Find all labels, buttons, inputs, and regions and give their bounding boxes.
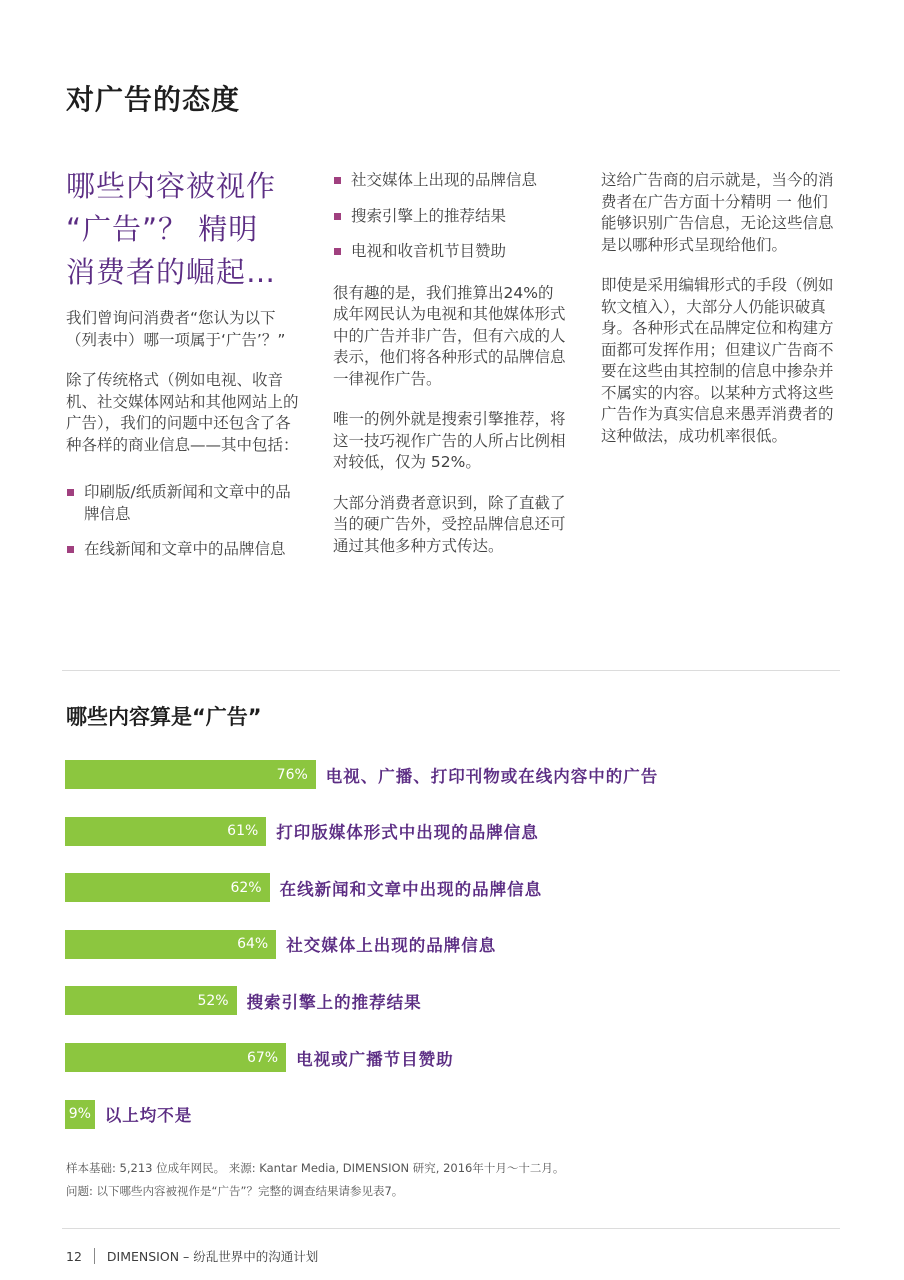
bar-value-label: 67%	[246, 1049, 279, 1066]
question-note: 问题: 以下哪些内容被视作是“广告”？完整的调查结果请参见表7。	[66, 1184, 404, 1198]
paragraph: 这给广告商的启示就是，当今的消费者在广告方面十分精明 一 他们能够识别广告信息，无论这些信息是以哪种形式呈现给他们。	[601, 171, 834, 254]
bar	[65, 930, 276, 959]
bar-value-label: 9%	[68, 1106, 91, 1123]
bar-row	[65, 930, 496, 959]
paragraph: 大部分消费者意识到，除了直截了当的硬广告外，受控品牌信息还可通过其他多种方式传达。	[333, 493, 566, 555]
headline-line: 消费者的崛起…	[66, 255, 277, 289]
bar-value-label: 61%	[227, 823, 259, 840]
section-divider	[62, 670, 840, 671]
list-item	[66, 539, 306, 561]
bar	[65, 760, 316, 789]
bullet-square-icon	[67, 489, 74, 496]
list-item-text: 社交媒体上出现的品牌信息	[351, 171, 538, 189]
footer-text: DIMENSION – 纷乱世界中的沟通计划	[106, 1249, 319, 1264]
list-item-text: 搜索引擎上的推荐结果	[351, 206, 507, 225]
paragraph: 我们曾询问消费者“您认为以下（列表中）哪一项属于‘广告’？”	[66, 309, 286, 349]
section-headline	[66, 165, 306, 294]
page-footer	[66, 1247, 318, 1265]
sample-note: 样本基础: 5,213 位成年网民。 来源: Kantar Media, DIMENSION 研究, 2016年十月～十二月。	[66, 1161, 565, 1175]
footer-separator	[94, 1248, 95, 1264]
bullet-square-icon	[334, 213, 341, 220]
bar-row	[65, 873, 542, 902]
bullet-square-icon	[67, 546, 74, 553]
bar-category-label: 在线新闻和文章中出现的品牌信息	[279, 879, 543, 899]
headline-line: “广告”？ 精明	[66, 212, 259, 246]
bar-value-label: 64%	[237, 936, 269, 953]
bar-category-label: 打印版媒体形式中出现的品牌信息	[276, 823, 539, 843]
paragraph: 除了传统格式（例如电视、收音机、社交媒体网站和其他网站上的广告），我们的问题中还包含了各种各样的商业信息——其中包括：	[66, 371, 299, 454]
list-item	[333, 206, 568, 228]
paragraph: 即使是采用编辑形式的手段（例如软文植入），大部分人仍能识破真身。各种形式在品牌定位和构建方面都可发挥作用；但建议广告商不要在这些由其控制的信息中掺杂并不属实的内容。以某种方式将这些广告作为真实信息来愚弄消费者的这种做法，成功机率很低。	[601, 276, 834, 445]
page-title: 对广告的态度	[66, 83, 241, 116]
bar-category-label: 电视、广播、打印刊物或在线内容中的广告	[325, 766, 659, 786]
page-number: 12	[66, 1248, 82, 1264]
bullet-list	[333, 170, 568, 263]
source-notes	[66, 1160, 564, 1199]
bar	[65, 817, 266, 846]
bar	[65, 1100, 95, 1129]
list-item-text: 电视和收音机节目赞助	[351, 242, 507, 260]
bar-category-label: 社交媒体上出现的品牌信息	[286, 936, 497, 956]
column-1	[66, 165, 306, 575]
column-2	[333, 170, 568, 576]
chart-title: 哪些内容算是“广告”	[66, 705, 262, 729]
bar	[65, 873, 270, 902]
bar-value-label: 62%	[230, 879, 262, 896]
bar-row	[65, 760, 658, 789]
paragraph: 很有趣的是，我们推算出24%的成年网民认为电视和其他媒体形式中的广告并非广告，但有六成的人表示，他们将各种形式的品牌信息一律视作广告。	[333, 283, 566, 388]
column-3	[601, 170, 836, 466]
list-item	[333, 170, 568, 192]
bar	[65, 986, 237, 1015]
bar-category-label: 搜索引擎上的推荐结果	[246, 992, 422, 1012]
bullet-square-icon	[334, 248, 341, 255]
bar	[65, 1043, 286, 1072]
list-item-text: 在线新闻和文章中的品牌信息	[84, 540, 286, 558]
bar-row	[65, 1043, 454, 1072]
list-item	[333, 241, 568, 263]
footer-divider	[62, 1228, 840, 1229]
bullet-list	[66, 482, 306, 561]
bar-row	[65, 986, 422, 1015]
bar-category-label: 以上均不是	[104, 1106, 193, 1126]
bar-value-label: 52%	[197, 992, 229, 1009]
headline-line: 哪些内容被视作	[66, 169, 277, 203]
bar-value-label: 76%	[276, 766, 308, 783]
list-item-text: 印刷版/纸质新闻和文章中的品牌信息	[84, 483, 291, 523]
bar-row	[65, 817, 539, 846]
bar-category-label: 电视或广播节目赞助	[296, 1049, 454, 1069]
list-item	[66, 482, 306, 525]
bullet-square-icon	[334, 177, 341, 184]
bar-row	[65, 1100, 192, 1129]
paragraph: 唯一的例外就是搜索引擎推荐，将这一技巧视作广告的人所占比例相对较低，仅为 52%。	[333, 410, 566, 471]
